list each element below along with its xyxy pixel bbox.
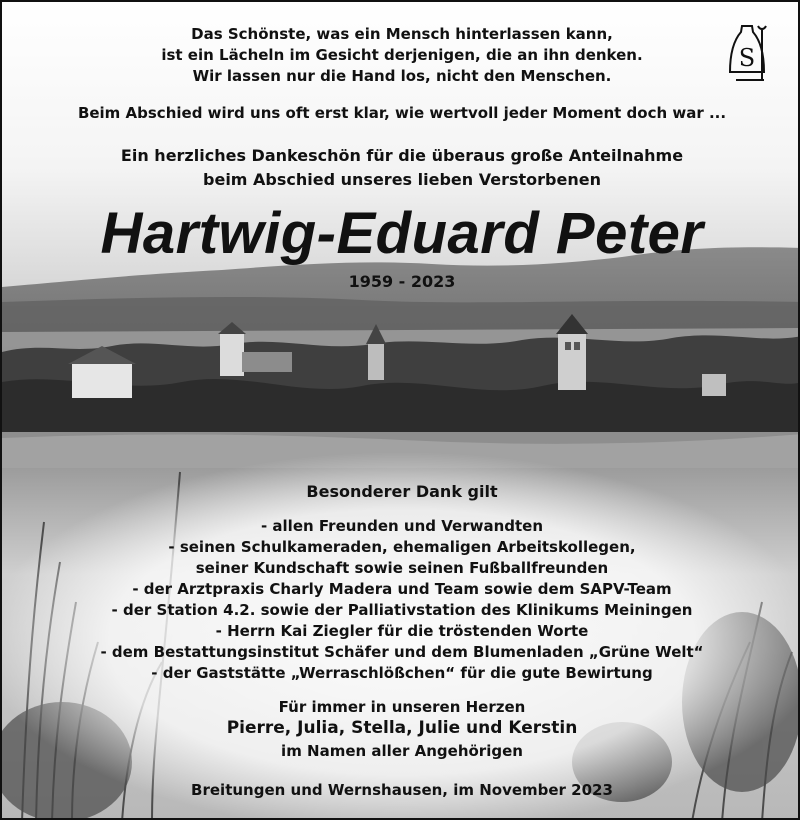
closing-line: Für immer in unseren Herzen	[278, 698, 526, 716]
thanks-line: beim Abschied unseres lieben Verstorbenen	[203, 170, 601, 189]
thanks-item: - der Gaststätte „Werraschlößchen“ für die gute Bewirtung	[151, 664, 653, 682]
thanks-item: - der Arztpraxis Charly Madera und Team sowie dem SAPV-Team	[132, 580, 672, 598]
logo-letter: S	[738, 44, 756, 72]
special-thanks-title: Besonderer Dank gilt	[306, 482, 498, 501]
place-and-date: Breitungen und Wernshausen, im November 2023	[191, 781, 613, 799]
on-behalf-line: im Namen aller Angehörigen	[281, 742, 523, 760]
thanks-item: - allen Freunden und Verwandten	[260, 517, 544, 535]
farewell-quote: Beim Abschied wird uns oft erst klar, wie wertvoll jeder Moment doch war ...	[77, 104, 727, 122]
deceased-name: Hartwig-Eduard Peter	[100, 201, 704, 266]
poem-line: Wir lassen nur die Hand los, nicht den Menschen.	[192, 67, 612, 85]
thanks-line: Ein herzliches Dankeschön für die überaus große Anteilnahme	[120, 146, 684, 165]
life-years: 1959 - 2023	[348, 272, 456, 291]
thanks-item: - der Station 4.2. sowie der Palliativstation des Klinikums Meiningen	[111, 601, 693, 619]
poem-line: ist ein Lächeln im Gesicht derjenigen, die an ihn denken.	[161, 46, 643, 64]
signers: Pierre, Julia, Stella, Julie und Kerstin	[226, 718, 578, 738]
thanks-item: seiner Kundschaft sowie seinen Fußballfreunden	[195, 559, 609, 577]
thanks-item: - dem Bestattungsinstitut Schäfer und dem Blumenladen „Grüne Welt“	[100, 643, 704, 661]
thanks-item: - seinen Schulkameraden, ehemaligen Arbeitskollegen,	[168, 538, 636, 556]
thanks-item: - Herrn Kai Ziegler für die tröstenden Worte	[215, 622, 589, 640]
poem-line: Das Schönste, was ein Mensch hinterlassen kann,	[191, 25, 613, 43]
